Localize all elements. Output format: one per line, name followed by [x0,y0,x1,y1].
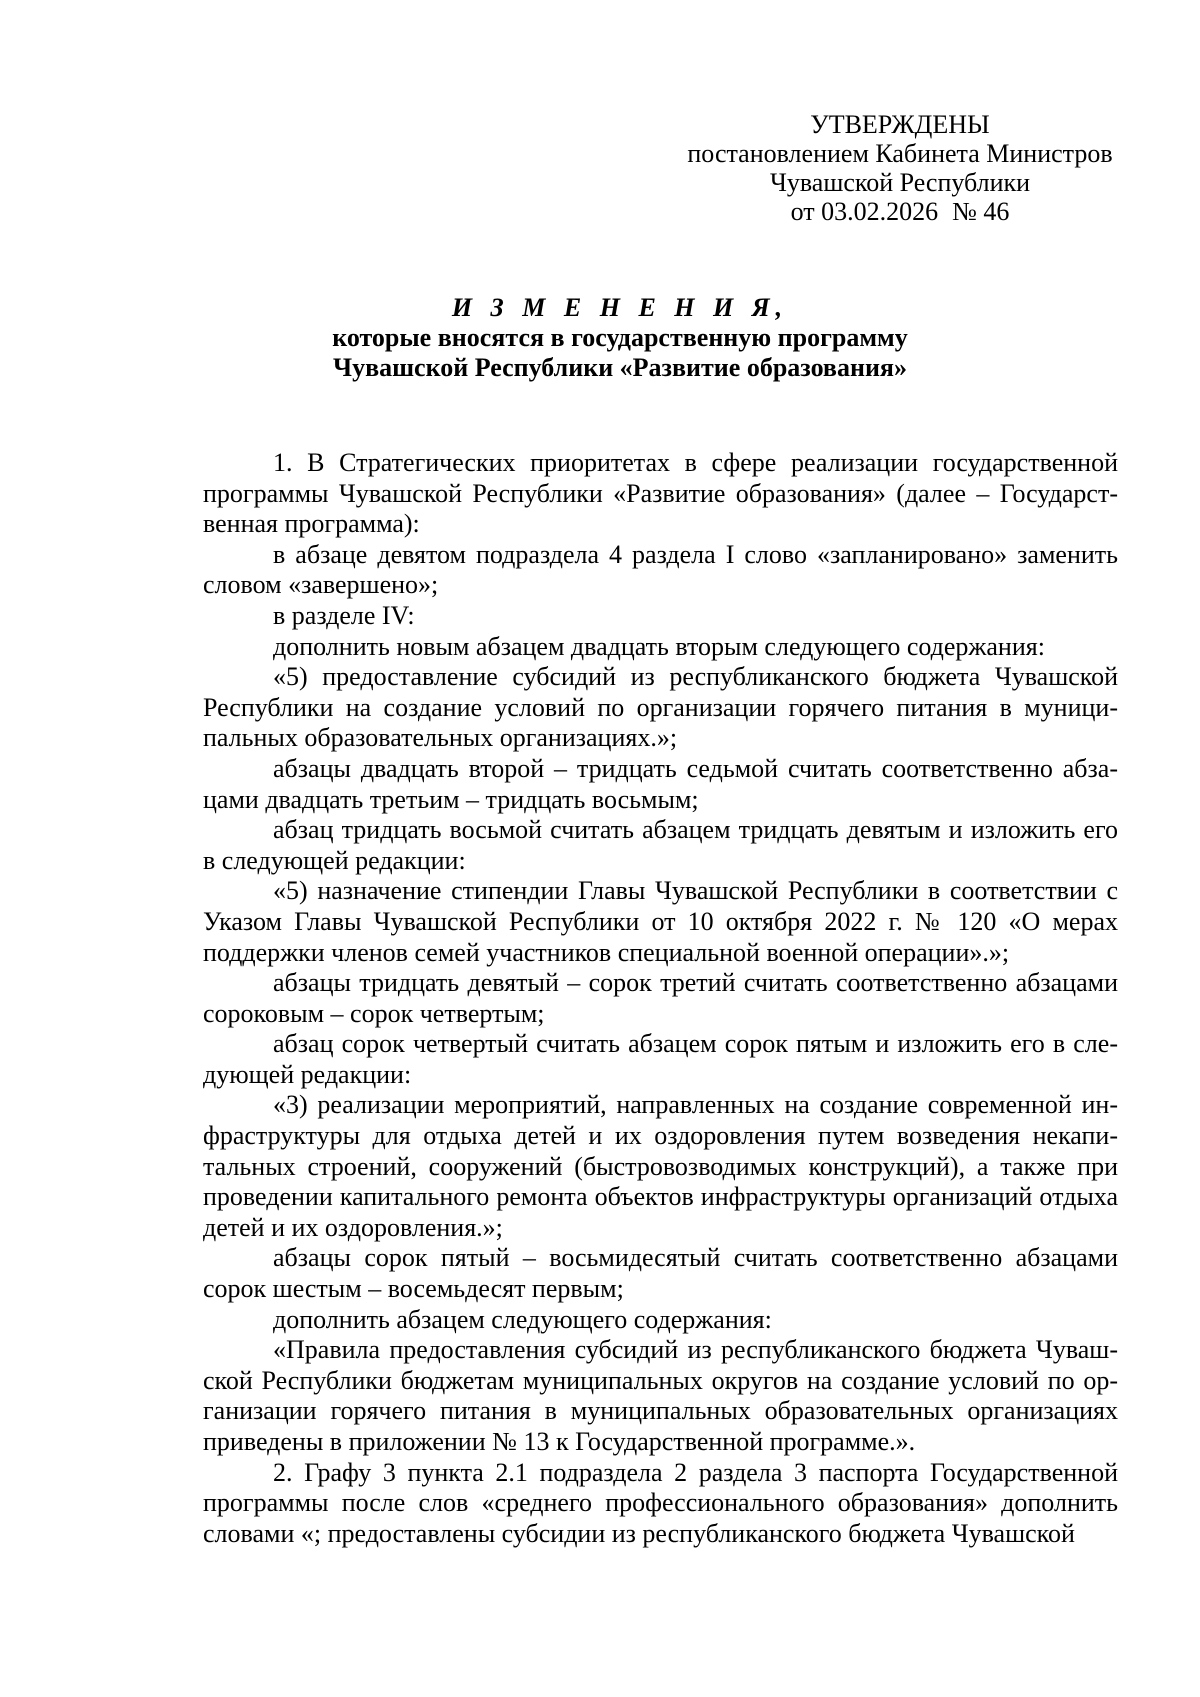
paragraph: «3) реализации мероприятий, направленных на создание современной инфраструктуры для отдыха детей и их оздоровления путем возведения некапитальных строений, сооружений (быстровозводимых конструкций), а также при проведении капитального ремонта объектов инфраструктуры организаций отдыха детей и их оздоровления.»; [203,1090,1118,1242]
approval-region: Чувашской Республики [769,168,1031,197]
approval-date: от 03.02.2026 [790,197,939,226]
paragraph: абзац тридцать восьмой считать абзацем тридцать девятым и изложить его в следующей редакции: [203,815,1118,875]
document-body [203,448,1118,1549]
paragraph: в абзаце девятом подраздела 4 раздела I слово «запланировано» заменить словом «завершено»; [203,539,1118,600]
approval-date-line [680,197,1120,226]
paragraph: абзацы тридцать девятый – сорок третий считать соответственно абзацами сороковым – сорок четвертым; [203,968,1118,1028]
approval-number: № 46 [952,197,1010,226]
document-subtitle-line-1: которые вносятся в государственную программу [332,323,908,352]
paragraph: абзацы двадцать второй – тридцать седьмой считать соответственно абзацами двадцать третьим – тридцать восьмым; [203,753,1118,814]
document-subtitle-line-2: Чувашской Республики «Развитие образования» [332,353,907,382]
paragraph: дополнить новым абзацем двадцать вторым следующего содержания: [273,631,1045,661]
approval-title: УТВЕРЖДЕНЫ [810,110,990,139]
paragraph: «5) предоставление субсидий из республиканского бюджета Чувашской Республики на создание условий по организации горячего питания в муниципальных образовательных организациях.»; [203,662,1118,753]
document-title: И З М Е Н Е Н И Я, [451,293,789,322]
paragraph: абзацы сорок пятый – восьмидесятый считать соответственно абзацами сорок шестым – восемьдесят первым; [203,1243,1118,1304]
paragraph: дополнить абзацем следующего содержания: [273,1304,772,1334]
document-heading [180,293,1060,383]
paragraph: «5) назначение стипендии Главы Чувашской Республики в соответствии с Указом Главы Чувашской Республики от 10 октября 2022 г. № 120 «О мерах поддержки членов семей участников специальной военной операции».»; [203,876,1118,967]
paragraph: 1. В Стратегических приоритетах в сфере реализации государственной программы Чувашской Республики «Развитие образования» (далее – Государственная программа): [203,448,1118,539]
approval-authority: постановлением Кабинета Министров [687,139,1113,168]
paragraph: абзац сорок четвертый считать абзацем сорок пятым и изложить его в следующей редакции: [203,1029,1118,1089]
paragraph: в разделе IV: [273,600,415,630]
paragraph: 2. Графу 3 пункта 2.1 подраздела 2 раздела 3 паспорта Государственной программы после слов «среднего профессионального образования» дополнить словами «; предоставлены субсидии из республиканского бюджета Чувашской [203,1457,1118,1548]
paragraph: «Правила предоставления субсидий из республиканского бюджета Чувашской Республики бюджетам муниципальных округов на создание условий по организации горячего питания в муниципальных образовательных организациях приведены в приложении № 13 к Государственной программе.». [203,1335,1118,1456]
approval-stamp [680,110,1120,226]
